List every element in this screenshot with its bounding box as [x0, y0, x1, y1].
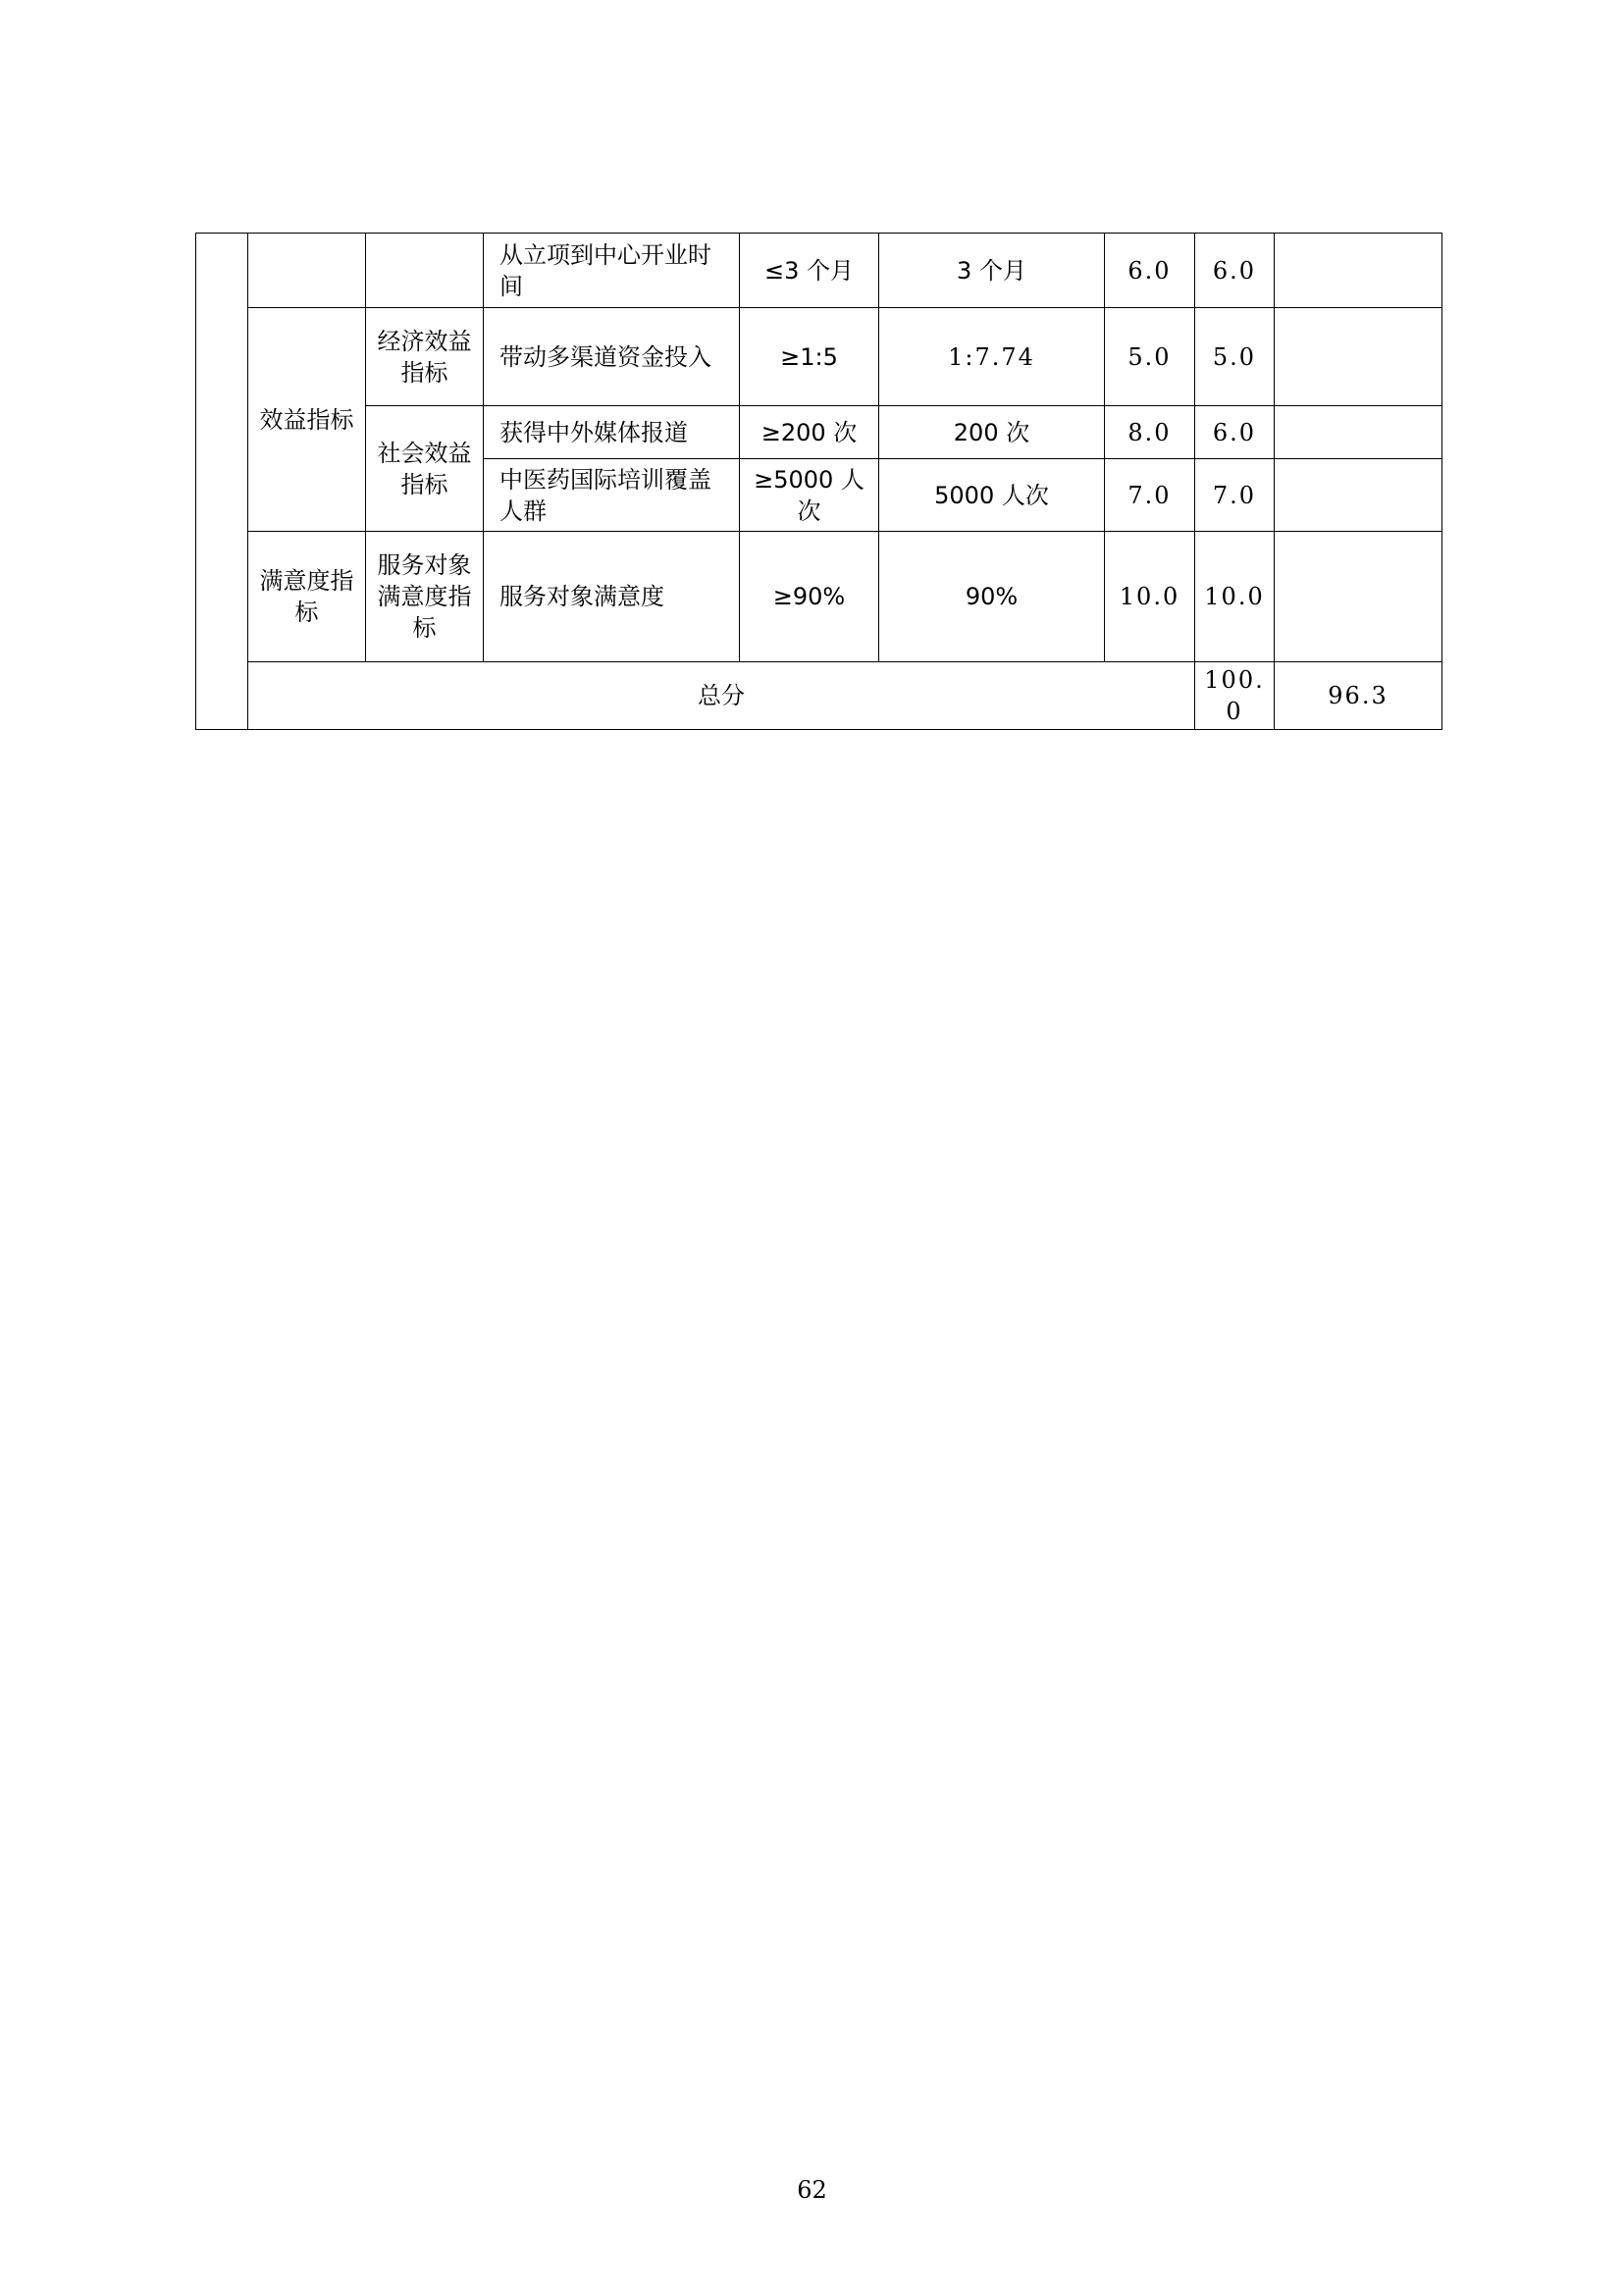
table-row [196, 532, 1442, 662]
target-value: ≥1:5 [740, 308, 879, 406]
continued-category-cell [196, 234, 248, 730]
actual-value: 1:7.74 [879, 308, 1105, 406]
table-row [196, 234, 1442, 308]
total-label: 总分 [248, 662, 1195, 730]
level3-indicator: 带动多渠道资金投入 [484, 308, 740, 406]
note-cell [1275, 459, 1442, 532]
table-row [196, 308, 1442, 406]
level1-benefit: 效益指标 [248, 308, 366, 532]
score-value: 7.0 [1195, 459, 1275, 532]
target-value: ≤3 个月 [740, 234, 879, 308]
total-row [196, 662, 1442, 730]
weight-value: 10.0 [1105, 532, 1195, 662]
level2-service: 服务对象满意度指标 [366, 532, 484, 662]
score-value: 6.0 [1195, 406, 1275, 459]
level3-indicator: 从立项到中心开业时间 [484, 234, 740, 308]
weight-value: 7.0 [1105, 459, 1195, 532]
page-number: 62 [797, 2176, 827, 2204]
target-value: ≥5000 人次 [740, 459, 879, 532]
actual-value: 90% [879, 532, 1105, 662]
table-row [196, 406, 1442, 459]
actual-value: 3 个月 [879, 234, 1105, 308]
note-cell [1275, 532, 1442, 662]
score-value: 10.0 [1195, 532, 1275, 662]
weight-value: 6.0 [1105, 234, 1195, 308]
note-cell [1275, 308, 1442, 406]
total-weight: 100.0 [1195, 662, 1275, 730]
weight-value: 8.0 [1105, 406, 1195, 459]
level2-social: 社会效益指标 [366, 406, 484, 532]
weight-value: 5.0 [1105, 308, 1195, 406]
level2-economic: 经济效益指标 [366, 308, 484, 406]
level1-satisfaction: 满意度指标 [248, 532, 366, 662]
score-value: 5.0 [1195, 308, 1275, 406]
note-cell [1275, 406, 1442, 459]
total-score: 96.3 [1275, 662, 1442, 730]
performance-table [195, 233, 1442, 730]
score-value: 6.0 [1195, 234, 1275, 308]
level2-empty-cell [366, 234, 484, 308]
actual-value: 5000 人次 [879, 459, 1105, 532]
level3-indicator: 服务对象满意度 [484, 532, 740, 662]
level3-indicator: 中医药国际培训覆盖人群 [484, 459, 740, 532]
note-cell [1275, 234, 1442, 308]
target-value: ≥200 次 [740, 406, 879, 459]
actual-value: 200 次 [879, 406, 1105, 459]
level3-indicator: 获得中外媒体报道 [484, 406, 740, 459]
level1-empty-cell [248, 234, 366, 308]
target-value: ≥90% [740, 532, 879, 662]
